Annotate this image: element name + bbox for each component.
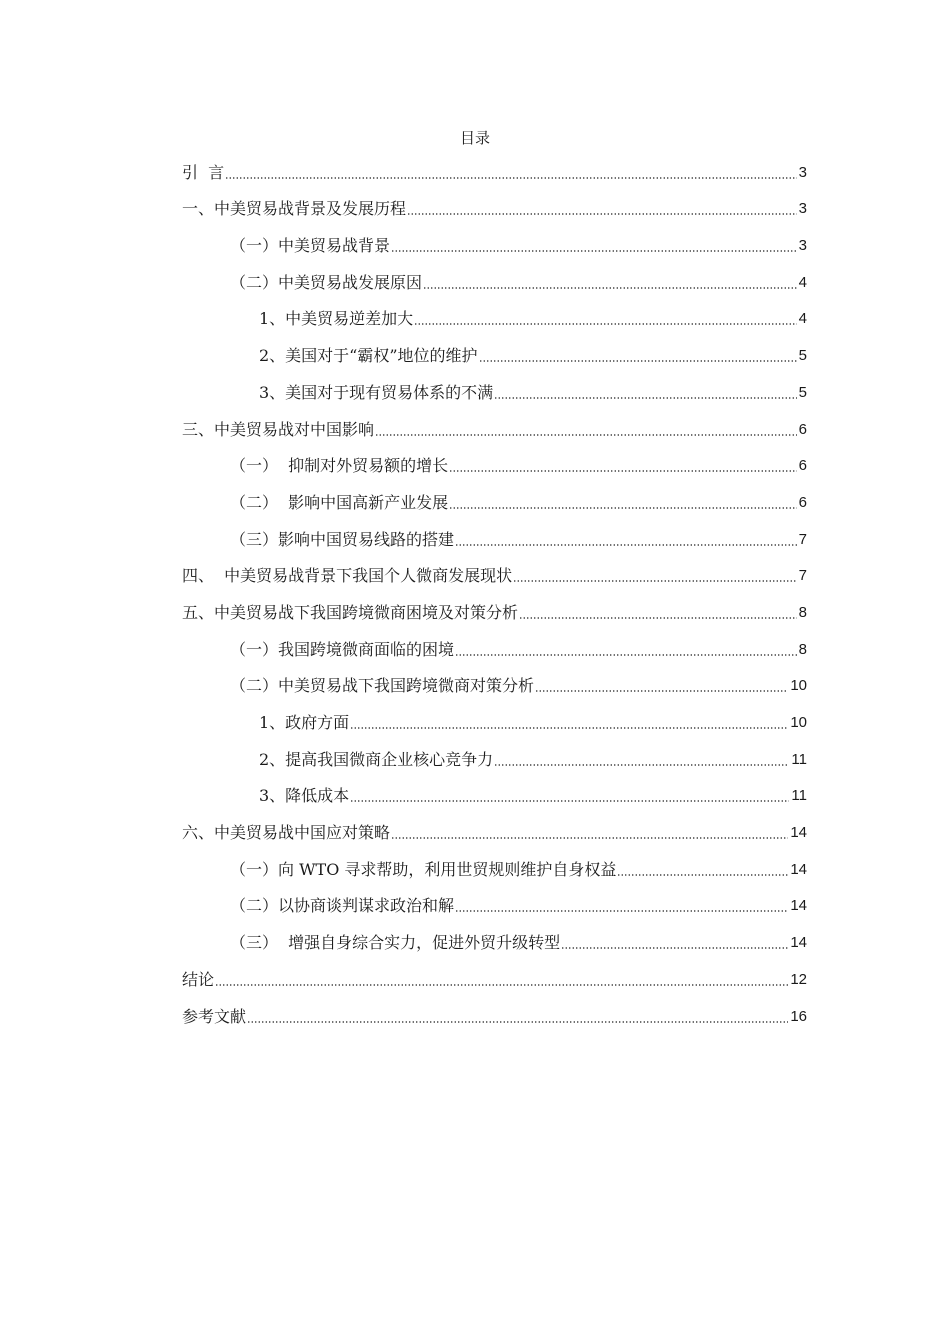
toc-entry-text: 1、政府方面 (259, 713, 350, 732)
toc-entry[interactable] (182, 627, 807, 664)
toc-page-number: 3 (798, 163, 807, 181)
toc-page-number: 16 (790, 1007, 807, 1025)
toc-entry[interactable] (182, 994, 807, 1031)
dot-leader (519, 616, 797, 620)
toc-page-number: 7 (798, 530, 807, 548)
toc-entry[interactable] (182, 590, 807, 627)
toc-page-number: 8 (798, 603, 807, 621)
dot-leader (455, 653, 797, 657)
toc-entry-text: 参考文献 (182, 1006, 247, 1026)
toc-entry-text: （三）影响中国贸易线路的搭建 (230, 529, 455, 549)
dot-leader (225, 176, 796, 180)
toc-entry-text: 四、 中美贸易战背景下我国个人微商发展现状 (182, 566, 513, 586)
toc-title: 目录 (459, 129, 490, 147)
dot-leader (391, 249, 797, 253)
dot-leader (455, 909, 788, 913)
toc-page-number: 14 (790, 897, 807, 915)
dot-leader (247, 1020, 788, 1024)
toc-entry[interactable] (182, 150, 807, 187)
toc-page-number: 10 (790, 677, 807, 695)
toc-entry-text: 1、中美贸易逆差加大 (259, 309, 414, 329)
toc-entry-text: 3、美国对于现有贸易体系的不满 (259, 382, 494, 402)
toc-entry-text: （二） 影响中国高新产业发展 (230, 492, 449, 512)
toc-entry-text: 3、降低成本 (259, 786, 350, 806)
dot-leader (407, 212, 797, 216)
dot-leader (494, 763, 789, 767)
toc-entry-text: （三） 增强自身综合实力，促进外贸升级转型 (230, 933, 561, 953)
toc-entry[interactable] (182, 407, 807, 444)
toc-entry[interactable] (182, 700, 807, 737)
toc-entry[interactable] (182, 370, 807, 407)
toc-entry-text: 结论 (182, 969, 215, 989)
dot-leader (350, 799, 789, 803)
toc-entry-text: 六、中美贸易战中国应对策略 (182, 823, 391, 843)
toc-entry-text: 五、中美贸易战下我国跨境微商困境及对策分析 (182, 602, 519, 622)
toc-entry[interactable] (182, 957, 807, 994)
toc-entry-text: （二）以协商谈判谋求政治和解 (230, 896, 455, 916)
toc-entry-text: （一） 抑制对外贸易额的增长 (230, 456, 449, 476)
dot-leader (494, 396, 796, 400)
toc-entry[interactable] (182, 223, 807, 260)
toc-entry[interactable] (182, 810, 807, 847)
toc-entry[interactable] (182, 333, 807, 370)
dot-leader (513, 579, 796, 583)
toc-entry[interactable] (182, 737, 807, 774)
table-of-contents (182, 150, 807, 1031)
toc-page-number: 4 (798, 273, 807, 291)
toc-entry-text: （一）我国跨境微商面临的困境 (230, 639, 455, 659)
toc-entry[interactable] (182, 480, 807, 517)
toc-page-number: 6 (798, 493, 807, 511)
toc-entry-text: （一）中美贸易战背景 (230, 236, 391, 256)
toc-entry[interactable] (182, 297, 807, 334)
toc-page-number: 10 (790, 714, 807, 731)
toc-entry-text: 引 言 (182, 162, 225, 182)
toc-page-number: 7 (798, 567, 807, 585)
dot-leader (375, 433, 797, 437)
toc-entry-text: （二）中美贸易战发展原因 (230, 272, 423, 292)
dot-leader (449, 506, 796, 510)
toc-page-number: 6 (798, 457, 807, 475)
toc-entry[interactable] (182, 884, 807, 921)
toc-entry-text: （二）中美贸易战下我国跨境微商对策分析 (230, 676, 535, 696)
toc-page-number: 11 (791, 750, 807, 768)
dot-leader (455, 543, 797, 547)
toc-page-number: 8 (798, 640, 807, 658)
dot-leader (215, 983, 788, 987)
dot-leader (391, 836, 788, 840)
dot-leader (535, 689, 788, 693)
dot-leader (449, 469, 796, 473)
toc-entry[interactable] (182, 847, 807, 884)
dot-leader (617, 873, 788, 877)
toc-entry-text: 三、中美贸易战对中国影响 (182, 419, 375, 439)
toc-entry[interactable] (182, 444, 807, 481)
dot-leader (561, 946, 788, 950)
toc-entry-text: 2、美国对于“霸权”地位的维护 (259, 346, 478, 366)
toc-page-number: 12 (790, 970, 807, 988)
toc-page-number: 14 (790, 860, 807, 878)
toc-page-number: 3 (798, 200, 807, 218)
toc-page-number: 5 (798, 383, 807, 401)
toc-entry-text: 2、提高我国微商企业核心竞争力 (259, 749, 494, 769)
toc-entry-text: （一）向 WTO 寻求帮助，利用世贸规则维护自身权益 (230, 859, 617, 879)
dot-leader (423, 286, 797, 290)
toc-entry[interactable] (182, 187, 807, 224)
toc-page-number: 4 (798, 310, 807, 328)
toc-entry[interactable] (182, 554, 807, 591)
toc-entry[interactable] (182, 920, 807, 957)
toc-entry[interactable] (182, 260, 807, 297)
dot-leader (350, 726, 788, 730)
toc-page-number: 11 (791, 787, 807, 805)
toc-entry[interactable] (182, 517, 807, 554)
toc-entry[interactable] (182, 774, 807, 811)
toc-entry[interactable] (182, 664, 807, 701)
toc-page-number: 14 (790, 824, 807, 842)
dot-leader (479, 359, 797, 363)
toc-page-number: 6 (798, 420, 807, 438)
toc-page-number: 5 (798, 347, 807, 365)
dot-leader (414, 322, 796, 326)
toc-page-number: 3 (798, 237, 807, 255)
toc-page-number: 14 (790, 934, 807, 952)
toc-entry-text: 一、中美贸易战背景及发展历程 (182, 199, 407, 219)
